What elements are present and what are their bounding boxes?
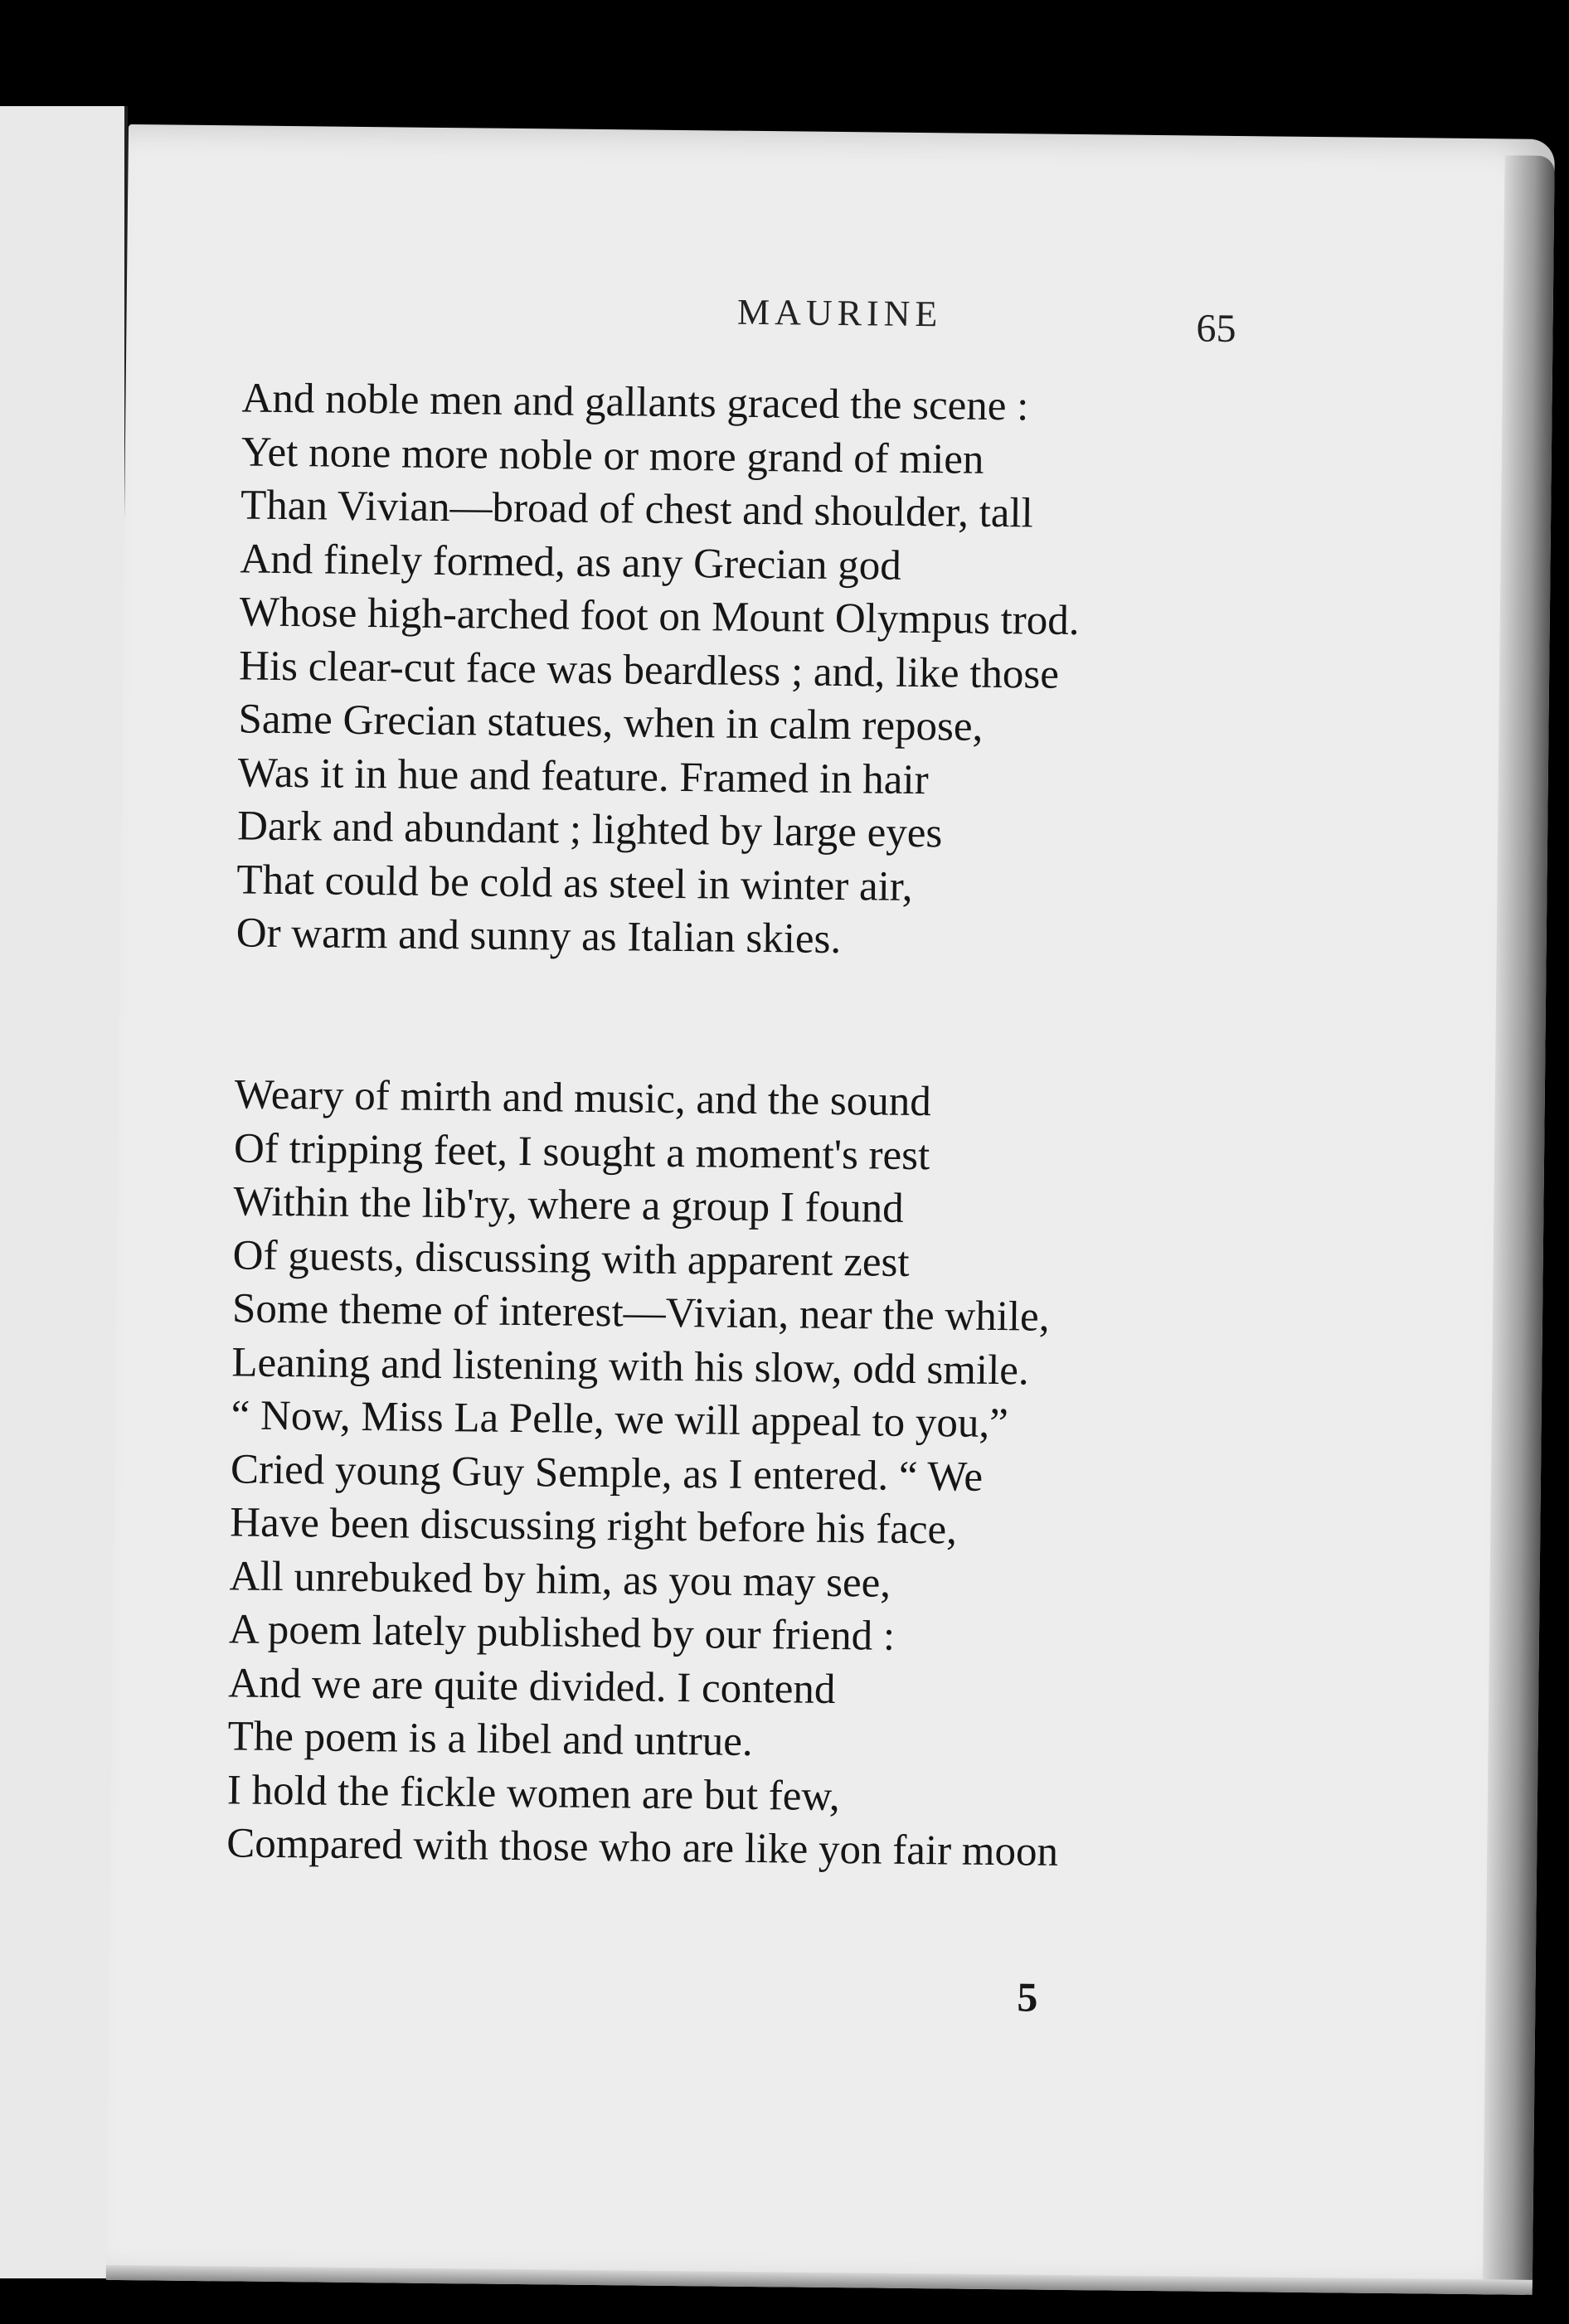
verse-line: That could be cold as steel in winter air, [236,856,913,910]
verse-line: Dark and abundant ; lighted by large eyes [236,803,943,857]
verse-line: His clear-cut face was beardless ; and, like those [238,642,1060,698]
page-bottom-edge [106,2265,1533,2295]
verse-line: And noble men and gallants graced the scene : [241,375,1029,430]
verse-line: And finely formed, as any Grecian god [240,535,902,589]
verse-line: I hold the fickle women are but few, [226,1766,840,1820]
verse-line: And we are quite divided. I contend [228,1659,836,1713]
signature-mark: 5 [1017,1973,1038,2021]
verse-line: Of guests, discussing with apparent zest [232,1231,910,1286]
verse-line: Or warm and sunny as Italian skies. [236,910,842,963]
book-page [106,124,1555,2295]
verse-line: Was it in hue and feature. Framed in hair [237,749,929,803]
verse-line: Compared with those who are like yon fair moon [226,1820,1059,1875]
verse-line: Whose high-arched foot on Mount Olympus trod. [239,589,1080,645]
verse-line: A poem lately published by our friend : [228,1606,896,1660]
verse-line: Some theme of interest—Vivian, near the while, [231,1285,1050,1341]
verse-line: Have been discussing right before his face, [230,1499,958,1554]
verse-line: “ Now, Miss La Pelle, we will appeal to you,” [231,1392,1009,1448]
verse-line: Leaning and listening with his slow, odd smile. [231,1338,1029,1394]
page-fore-edge [1483,155,1555,2294]
stanza-1 [236,371,1081,968]
verse-line: All unrebuked by him, as you may see, [229,1552,891,1607]
left-page-edge [0,106,128,2278]
verse-line: Within the lib'ry, where a group I found [233,1178,904,1232]
running-head: MAURINE [736,291,943,335]
stanza-2 [226,1068,1066,1879]
verse-line: The poem is a libel and untrue. [227,1713,753,1765]
verse-line: Cried young Guy Semple, as I entered. “ We [230,1445,984,1501]
verse-line: Weary of mirth and music, and the sound [234,1071,932,1126]
verse-line: Of tripping feet, I sought a moment's rest [233,1124,930,1179]
verse-line: Yet none more noble or more grand of mien [240,428,984,483]
page-number: 65 [1196,306,1236,351]
verse-line: Same Grecian statues, when in calm repose, [238,696,984,750]
verse-line: Than Vivian—broad of chest and shoulder, tall [240,482,1034,537]
